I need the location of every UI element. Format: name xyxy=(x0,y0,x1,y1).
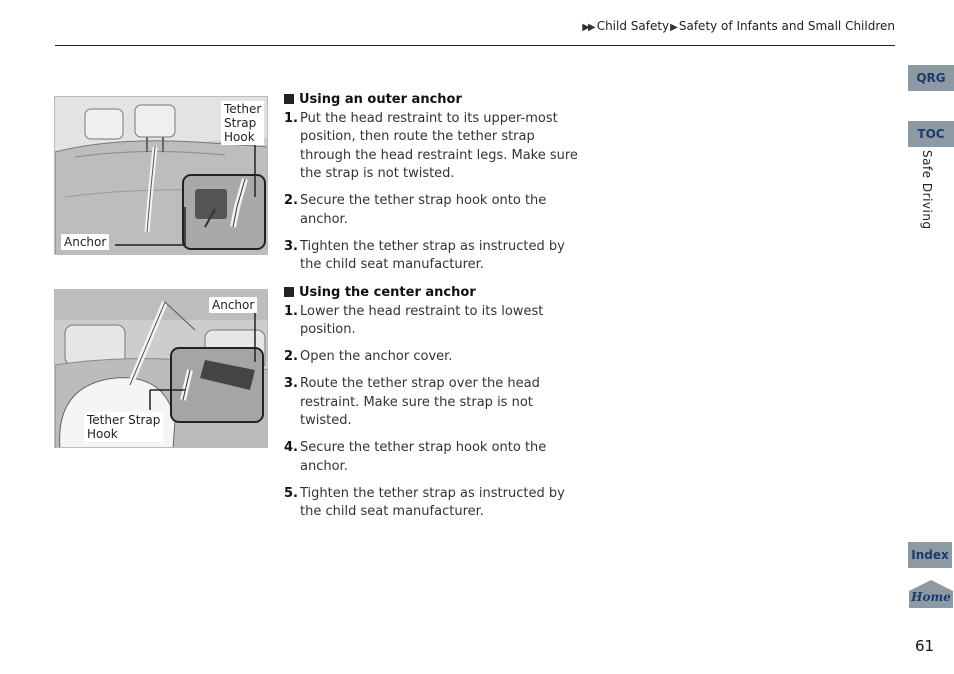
toc-button[interactable]: TOC xyxy=(908,121,954,147)
square-bullet-icon xyxy=(284,287,294,297)
step-number: 3. xyxy=(284,238,298,254)
step-text: Put the head restraint to its upper-most position, then route the tether strap through the head restraint legs. Make sure the strap is not twisted. xyxy=(300,110,578,181)
page-number: 61 xyxy=(915,637,935,655)
step-text: Tighten the tether strap as instructed by the child seat manufacturer. xyxy=(300,238,565,272)
center-anchor-section xyxy=(284,284,584,530)
breadcrumb-current: Safety of Infants and Small Children xyxy=(678,19,895,33)
step-text: Secure the tether strap hook onto the anchor. xyxy=(300,193,547,227)
step-item xyxy=(284,192,584,229)
outer-anchor-section xyxy=(284,91,584,283)
step-number: 2. xyxy=(284,349,298,364)
qrg-button[interactable]: QRG xyxy=(908,65,954,91)
double-triangle-icon: ▶▶ xyxy=(582,22,594,33)
step-number: 3. xyxy=(284,376,298,391)
step-number: 2. xyxy=(284,193,298,208)
anchor-callout: Anchor xyxy=(61,234,109,250)
breadcrumb-child-safety[interactable]: Child Safety xyxy=(596,19,670,33)
header-rule xyxy=(55,45,895,46)
step-item xyxy=(284,375,584,431)
section-title: Using the center anchor xyxy=(299,285,476,300)
step-number: 5. xyxy=(284,485,298,501)
step-text: Lower the head restraint to its lowest position. xyxy=(300,303,544,337)
step-number: 1. xyxy=(284,110,298,126)
tether-strap-hook-callout: Tether Strap Hook xyxy=(84,412,163,442)
anchor-callout: Anchor xyxy=(209,297,257,313)
step-item xyxy=(284,110,584,184)
square-bullet-icon xyxy=(284,94,294,104)
outer-anchor-figure xyxy=(54,96,268,255)
center-anchor-figure xyxy=(54,289,268,448)
step-text: Route the tether strap over the head restraint. Make sure the strap is not twisted. xyxy=(300,376,540,428)
section-heading xyxy=(284,284,584,303)
section-heading xyxy=(284,91,584,110)
section-tab-label: Safe Driving xyxy=(920,150,934,230)
step-text: Open the anchor cover. xyxy=(300,349,453,364)
step-number: 4. xyxy=(284,440,298,455)
step-item xyxy=(284,439,584,476)
step-item xyxy=(284,485,584,522)
tether-strap-hook-callout: Tether Strap Hook xyxy=(221,101,264,145)
index-button[interactable]: Index xyxy=(908,542,952,568)
step-text: Tighten the tether strap as instructed by the child seat manufacturer. xyxy=(300,485,565,519)
step-item xyxy=(284,303,584,340)
step-text: Secure the tether strap hook onto the anchor. xyxy=(300,440,547,474)
step-item xyxy=(284,348,584,367)
home-button[interactable] xyxy=(908,579,954,609)
triangle-icon: ▶ xyxy=(670,22,678,33)
step-number: 1. xyxy=(284,303,298,319)
home-label: Home xyxy=(911,590,951,604)
breadcrumb xyxy=(582,19,895,33)
step-item xyxy=(284,238,584,275)
section-title: Using an outer anchor xyxy=(299,92,462,107)
home-icon xyxy=(908,579,954,609)
